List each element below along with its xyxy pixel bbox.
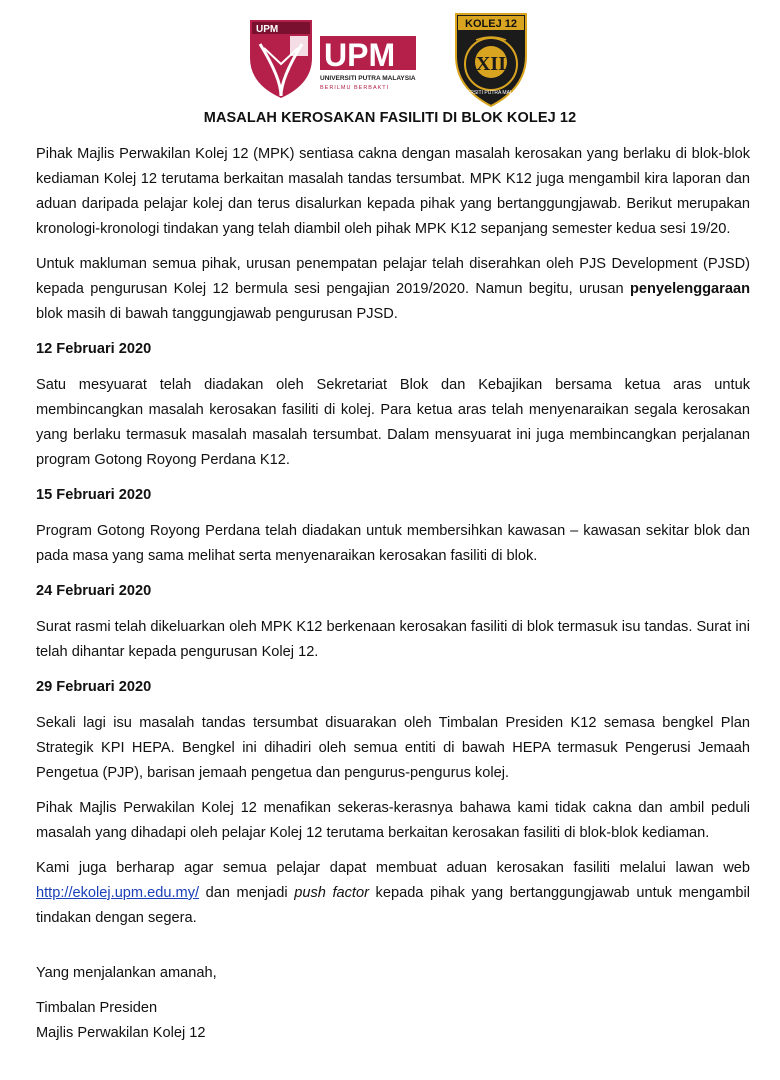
entry-date-4: 29 Februari 2020 <box>36 679 152 695</box>
kolej-banner-text: KOLEJ 12 <box>465 18 517 30</box>
entry-text-1: Satu mesyuarat telah diadakan oleh Sekretariat Blok dan Kebajikan bersama ketua aras untuk membincangkan masalah kerosakan fasiliti di kolej. Para ketua aras telah menyenaraikan segala kerosakan yang berlaku termasuk masalah masalah tersumbat. Dalam mensyuarat ini juga membincangkan perjalanan program Gotong Royong Perdana K12. <box>36 377 750 468</box>
intro-paragraph-1: Pihak Majlis Perwakilan Kolej 12 (MPK) sentiasa cakna dengan masalah kerosakan yang berlaku di blok-blok kediaman Kolej 12 terutama berkaitan masalah tandas tersumbat. MPK K12 juga mengambil kira laporan dan aduan daripada pelajar kolej dan terus disalurkan kepada pihak yang bertanggungjawab. Berikut merupakan kronologi-kronologi tindakan yang telah diambil oleh pihak MPK K12 sepanjang semester kedua sesi 19/20. <box>36 146 750 237</box>
kolej-numeral: XII <box>475 53 507 75</box>
upm-badge-text: UPM <box>256 24 279 35</box>
appeal-after: kepada pihak yang bertanggungjawab untuk mengambil tindakan dengan segera. <box>36 885 751 926</box>
document-body <box>36 142 750 1046</box>
upm-logo-icon <box>248 18 418 100</box>
signatory-organization: Majlis Perwakilan Kolej 12 <box>36 1025 206 1041</box>
appeal-italic: push factor <box>294 885 369 901</box>
appeal-before: Kami juga berharap agar semua pelajar dapat membuat aduan kerosakan fasiliti melalui lawan web <box>36 860 750 876</box>
entry-date-3: 24 Februari 2020 <box>36 583 152 599</box>
kolej-12-crest-icon <box>450 10 532 110</box>
intro-2-before: Untuk makluman semua pihak, urusan penempatan pelajar telah diserahkan oleh PJS Development (PJSD) kepada pengurusan Kolej 12 bermula sesi pengajian 2019/2020. Namun begitu, urusan <box>36 256 750 297</box>
closing-line: Yang menjalankan amanah, <box>36 965 217 981</box>
entry-text-4: Sekali lagi isu masalah tandas tersumbat disuarakan oleh Timbalan Presiden K12 semasa bengkel Plan Strategik KPI HEPA. Bengkel ini dihadiri oleh semua entiti di bawah HEPA termasuk Pengerusi Jemaah Pengetua (PJP), barisan jemaah pengetua dan pengurus-pengurus kolej. <box>36 715 750 781</box>
appeal-paragraph <box>36 856 750 931</box>
entry-date-2: 15 Februari 2020 <box>36 487 152 503</box>
intro-paragraph-2 <box>36 252 750 327</box>
header-logos <box>0 10 780 110</box>
intro-2-after: blok masih di bawah tanggungjawab pengurusan PJSD. <box>36 306 398 322</box>
entry-date-1: 12 Februari 2020 <box>36 341 152 357</box>
ekolej-link[interactable]: http://ekolej.upm.edu.my/ <box>36 885 200 901</box>
signatory-position: Timbalan Presiden <box>36 1000 158 1016</box>
document-title: MASALAH KEROSAKAN FASILITI DI BLOK KOLEJ 12 <box>203 110 577 126</box>
appeal-middle: dan menjadi <box>199 885 295 901</box>
upm-wordmark: UPM <box>324 37 396 73</box>
upm-motto: BERILMU BERBAKTI <box>320 85 390 91</box>
entry-text-2: Program Gotong Royong Perdana telah diadakan untuk membersihkan kawasan – kawasan sekitar blok dan pada masa yang sama melihat serta menyenaraikan kerosakan fasiliti di blok. <box>36 523 750 564</box>
upm-university-name: UNIVERSITI PUTRA MALAYSIA <box>320 75 416 82</box>
kolej-ring-text: UNIVERSITI PUTRA MALAYSIA <box>454 90 528 96</box>
statement-paragraph: Pihak Majlis Perwakilan Kolej 12 menafikan sekeras-kerasnya bahawa kami tidak cakna dan ambil peduli masalah yang dihadapi oleh pelajar Kolej 12 terutama berkaitan kerosakan fasiliti di blok-blok kediaman. <box>36 800 750 841</box>
intro-2-bold: penyelenggaraan <box>629 281 750 297</box>
entry-text-3: Surat rasmi telah dikeluarkan oleh MPK K12 berkenaan kerosakan fasiliti di blok termasuk isu tandas. Surat ini telah dihantar kepada pengurusan Kolej 12. <box>36 619 750 660</box>
